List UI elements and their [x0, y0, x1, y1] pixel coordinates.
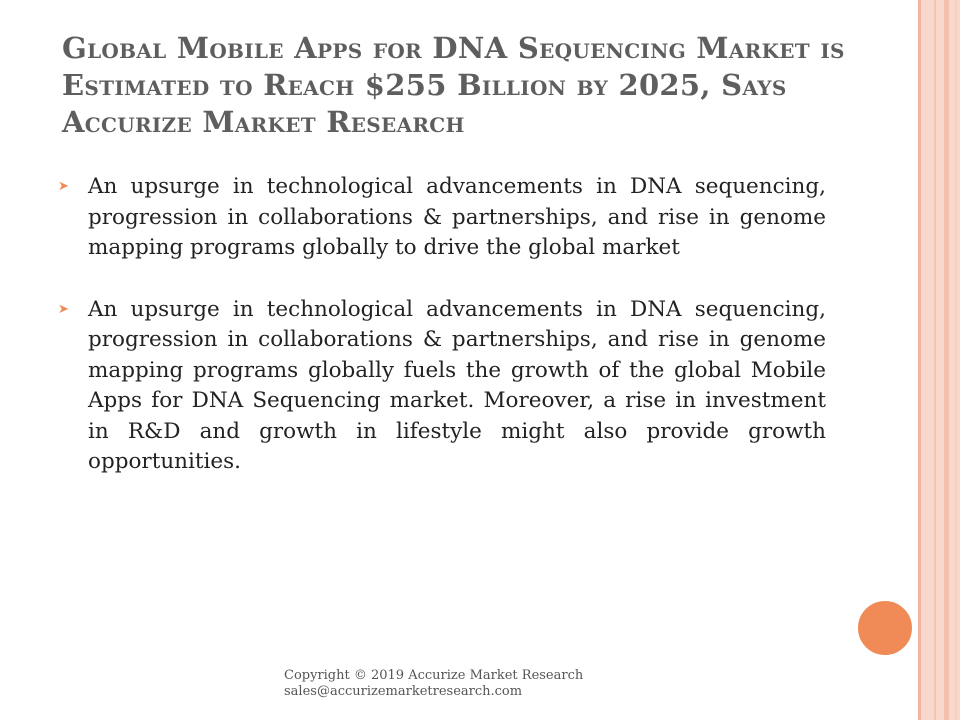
bullet-item	[58, 172, 826, 264]
copyright-text: Copyright © 2019 Accurize Market Research	[284, 668, 584, 683]
arrow-bullet-icon: ➤	[58, 179, 69, 194]
bullet-item	[58, 295, 826, 478]
decorative-stripe	[944, 0, 949, 720]
footer	[284, 668, 583, 700]
decorative-stripe	[955, 0, 957, 720]
slide-title: Global Mobile Apps for DNA Sequencing Market is Estimated to Reach $255 Billion by 2025, Says Accurize Market Research	[62, 31, 845, 139]
bullet-list	[58, 172, 826, 478]
arrow-bullet-icon: ➤	[58, 301, 69, 317]
decorative-stripe-panel	[920, 0, 960, 720]
decorative-circle	[855, 598, 915, 658]
bullet-text: An upsurge in technological advancements in DNA sequencing, progression in collaborations & partnerships, and rise in genome mapping programs globally to drive the global market	[88, 174, 826, 260]
decorative-stripe	[918, 0, 921, 720]
decorative-stripe	[934, 0, 936, 720]
bullet-text: An upsurge in technological advancements in DNA sequencing, progression in collaborations & partnerships, and rise in genome mapping programs globally fuels the growth of the global Mobile Apps for DNA Sequencing market. Moreover, a rise in investment in R&D and growth in lifestyle might also provide growth opportunities.	[88, 296, 826, 474]
contact-email: sales@accurizemarketresearch.com	[284, 684, 523, 699]
